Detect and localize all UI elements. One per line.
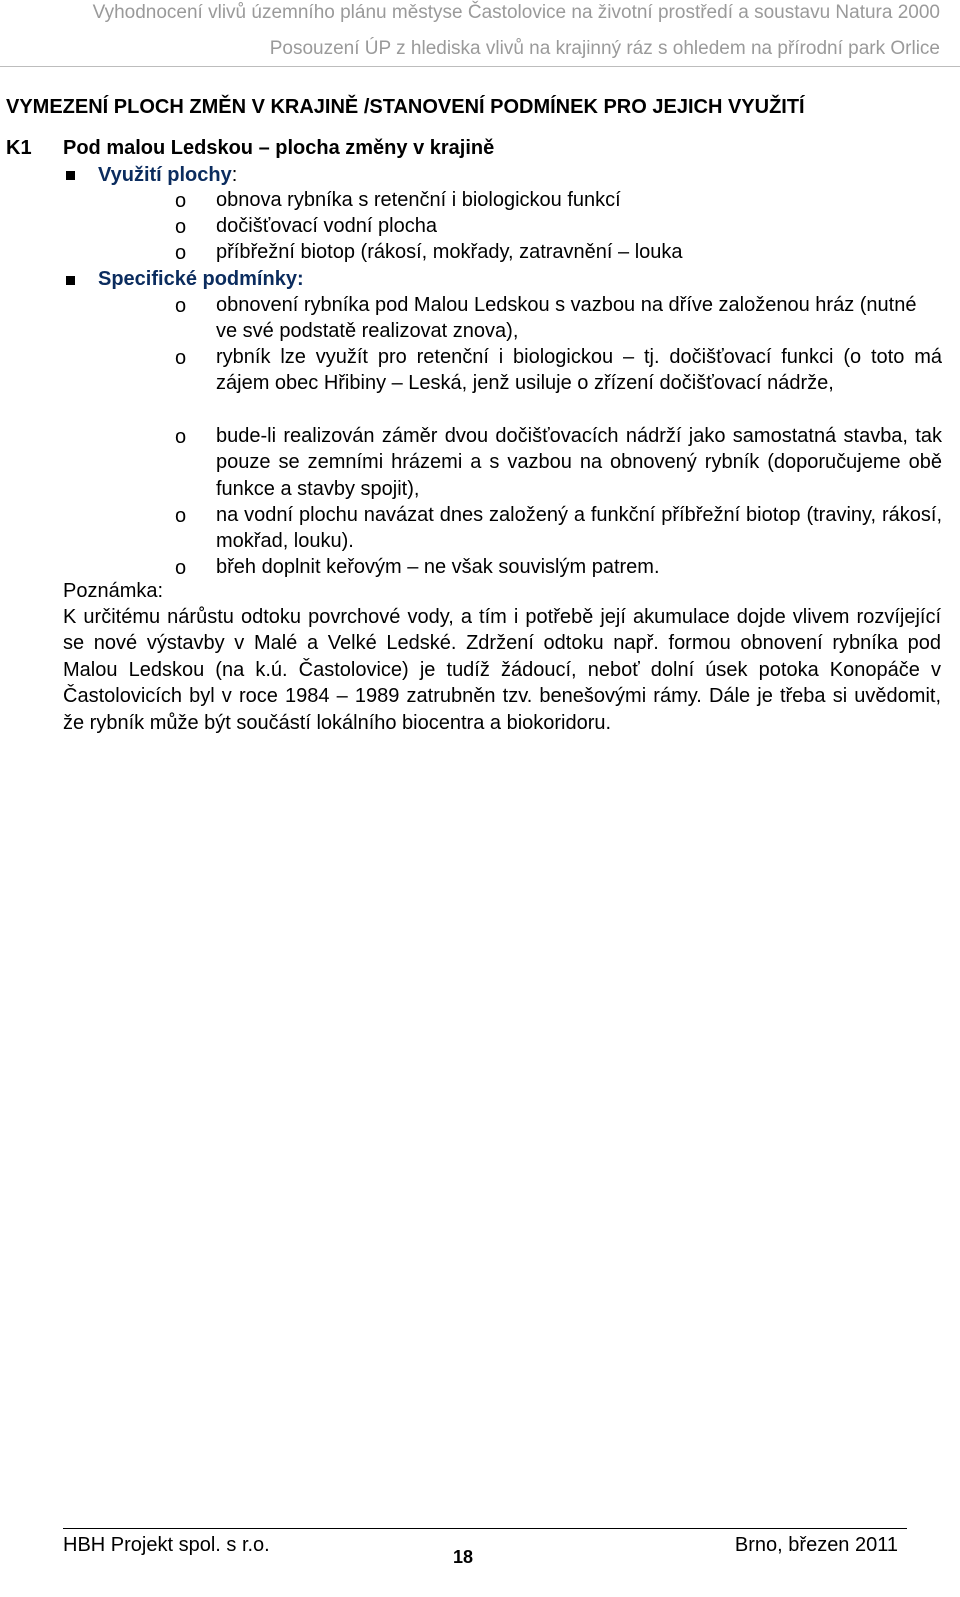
ring-bullet-icon: o [175, 557, 187, 579]
ring-bullet-icon: o [175, 216, 187, 238]
page-number: 18 [453, 1547, 474, 1567]
note-label: Poznámka: [63, 580, 164, 602]
condition-item: břeh doplnit keřovým – ne však souvislým patrem. [216, 556, 660, 578]
area-title: Pod malou Ledskou – plocha změny v krajině [63, 137, 495, 159]
condition-item: obnovení rybníka pod Malou Ledskou s vazbou na dříve založenou hráz (nutné ve své podstatě realizovat znova), [216, 294, 917, 343]
use-item: dočišťovací vodní plocha [216, 215, 437, 237]
conditions-heading: Specifické podmínky: [98, 268, 304, 290]
note-text: K určitému nárůstu odtoku povrchové vody, a tím i potřebě její akumulace dojde vlivem rozvíjející se nové výstavby v Malé a Velké Ledské. Zdržení odtoku např. formou obnovení rybníka pod Malou Ledskou (na k.ú. Častolovice) je tudíž žádoucí, neboť dolní úsek potoka Konopáče v Častolovicích byl v roce 1984 – 1989 zatrubněn tzv. benešovými rámy. Dále je třeba si uvědomit, že rybník může být součástí lokálního biocentra a biokoridoru. [63, 606, 941, 734]
use-item: obnova rybníka s retenční i biologickou funkcí [216, 189, 621, 211]
square-bullet-icon [66, 276, 75, 285]
footer-place-date: Brno, březen 2011 [734, 1534, 898, 1556]
ring-bullet-icon: o [175, 190, 187, 212]
condition-item: bude-li realizován záměr dvou dočišťovacích nádrží jako samostatná stavba, tak pouze se zemními hrázemi a s vazbou na obnovený rybník (doporučujeme obě funkce a stavby spojit), [216, 425, 942, 500]
condition-item: rybník lze využít pro retenční i biologickou – tj. dočišťovací funkci (o toto má zájem obec Hřibiny – Leská, jenž usiluje o zřízení dočišťovací nádrže, [216, 346, 942, 395]
section-title: VYMEZENÍ PLOCH ZMĚN V KRAJINĚ /STANOVENÍ PODMÍNEK PRO JEJICH VYUŽITÍ [6, 96, 805, 118]
footer-divider [63, 1528, 907, 1529]
header-document-title: Vyhodnocení vlivů územního plánu městyse Častolovice na životní prostředí a soustavu Natura 2000 [92, 2, 940, 23]
header-document-subtitle: Posouzení ÚP z hlediska vlivů na krajinný ráz s ohledem na přírodní park Orlice [269, 38, 940, 59]
ring-bullet-icon: o [175, 505, 187, 527]
header-divider [0, 66, 960, 67]
area-code: K1 [6, 137, 32, 159]
ring-bullet-icon: o [175, 426, 187, 448]
footer-company: HBH Projekt spol. s r.o. [63, 1534, 270, 1556]
use-item: příbřežní biotop (rákosí, mokřady, zatravnění – louka [216, 241, 683, 263]
ring-bullet-icon: o [175, 347, 187, 369]
square-bullet-icon [66, 171, 75, 180]
use-heading-label: Využití plochy [98, 164, 232, 186]
condition-item: na vodní plochu navázat dnes založený a funkční příbřežní biotop (traviny, rákosí, mokřad, louku). [216, 504, 942, 553]
use-heading-colon: : [231, 164, 238, 186]
use-heading [98, 164, 237, 187]
ring-bullet-icon: o [175, 242, 187, 264]
ring-bullet-icon: o [175, 295, 187, 317]
